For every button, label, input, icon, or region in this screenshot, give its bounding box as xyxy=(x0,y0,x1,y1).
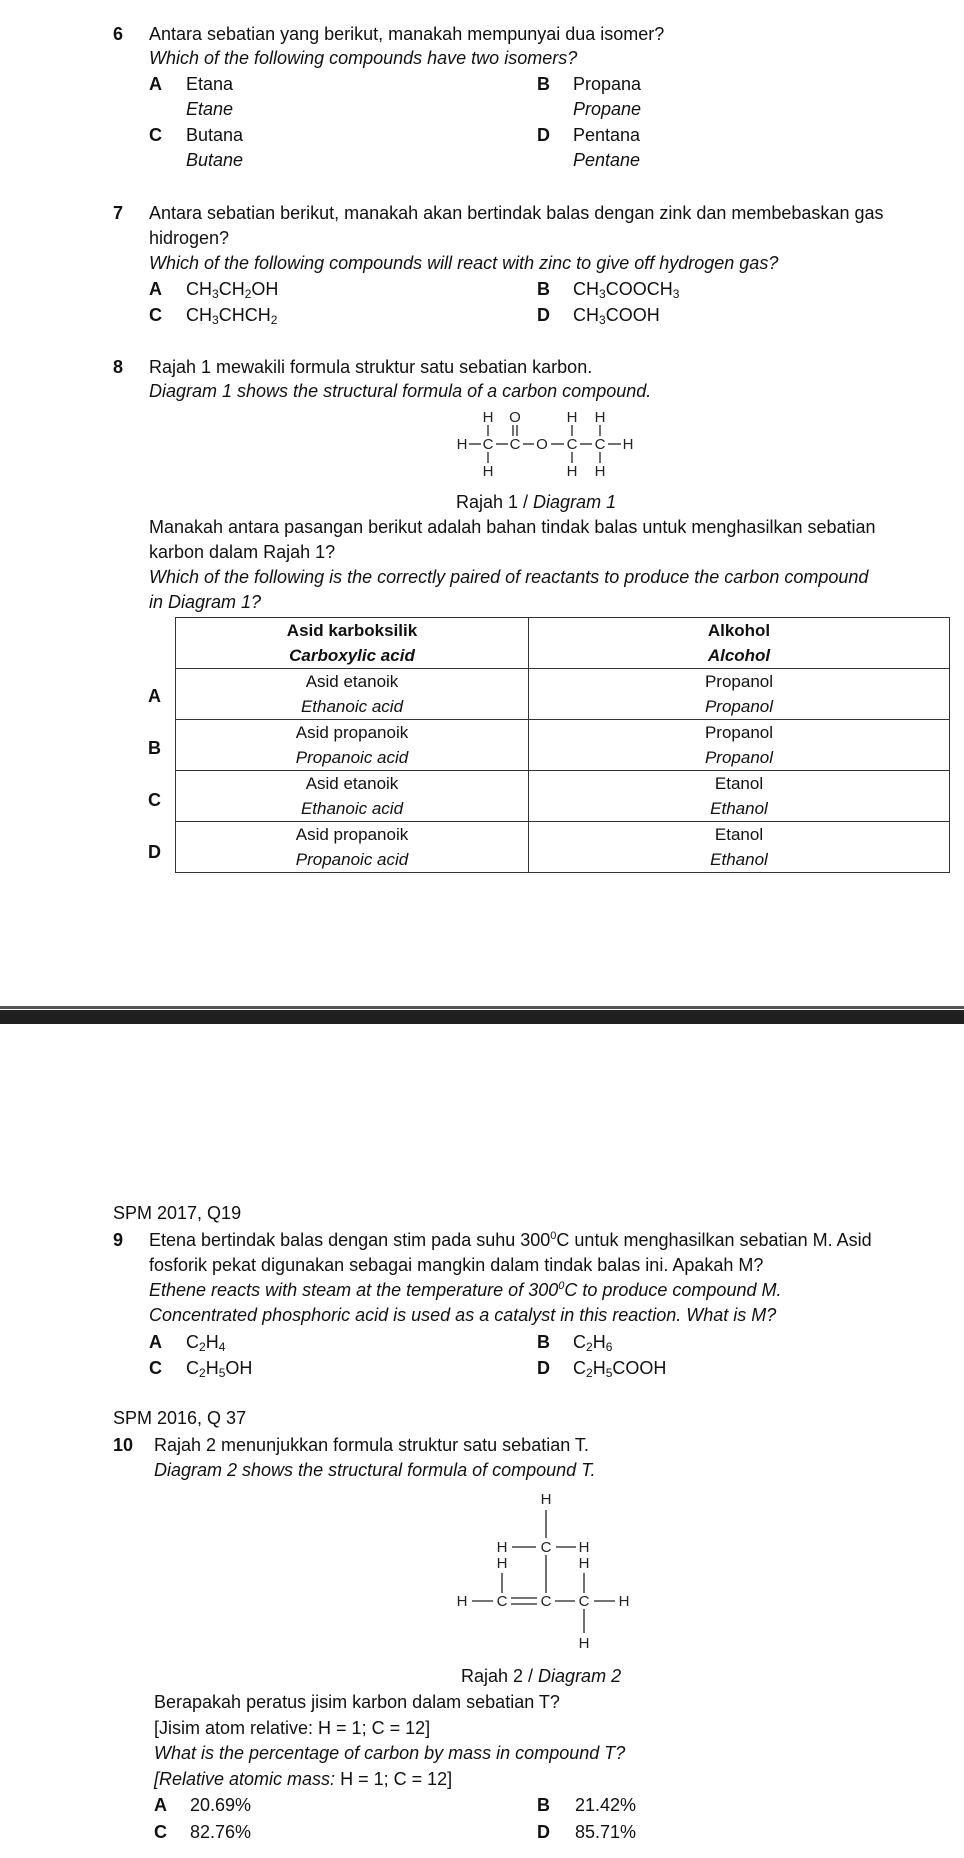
q8-question-ms-line2: karbon dalam Rajah 1? xyxy=(149,542,336,562)
q8-text-en: Diagram 1 shows the structural formula of a carbon compound. xyxy=(149,381,652,401)
q7-option-letter: A xyxy=(149,279,162,299)
q7-text-ms-line2: hidrogen? xyxy=(149,228,230,248)
acid-cell: Asid etanoik Ethanoic acid xyxy=(176,771,529,822)
q7-number: 7 xyxy=(113,203,124,223)
diagram-1-caption-en: Diagram 1 xyxy=(533,492,617,512)
diagram2-atom-h: H xyxy=(496,1555,508,1572)
alcohol-cell: Propanol Propanol xyxy=(529,669,950,720)
q9-option-formula: $C_2H_6$ xyxy=(573,1332,613,1354)
diagram2-atom-c: C xyxy=(540,1539,552,1556)
q10-number: 10 xyxy=(113,1435,134,1455)
acid-cell: Asid etanoik Ethanoic acid xyxy=(176,669,529,720)
q7-option-formula: $CH_3CH_2OH$ xyxy=(186,279,279,301)
q7-option-formula: $CH_3COOH$ xyxy=(573,305,660,327)
header-acid: Asid karboksilik Carboxylic acid xyxy=(176,618,529,669)
table-row xyxy=(176,720,950,771)
q10-ram-en: [Relative atomic mass: H = 1; C = 12] xyxy=(154,1769,453,1789)
q6-option-en: Butane xyxy=(186,150,244,170)
q8-question-en-line2: in Diagram 1? xyxy=(149,592,262,612)
q9-option-formula: $C_2H_5OH$ xyxy=(186,1358,253,1380)
table-row-letter: A xyxy=(148,686,161,706)
q6-option-letter: B xyxy=(537,74,550,94)
diagram2-atom-h: H xyxy=(540,1491,552,1508)
q6-text-ms: Antara sebatian yang berikut, manakah mempunyai dua isomer? xyxy=(149,24,665,44)
diagram1-atom-c: C xyxy=(482,436,494,453)
diagram1-atom-h: H xyxy=(594,409,606,426)
diagram1-atom-h: H xyxy=(482,463,494,480)
diagram2-atom-h: H xyxy=(578,1555,590,1572)
q8-question-en-line1: Which of the following is the correctly paired of reactants to produce the carbon compound xyxy=(149,567,869,587)
q10-option-value: 85.71% xyxy=(575,1822,637,1842)
q6-number: 6 xyxy=(113,24,124,44)
acid-cell: Asid propanoik Propanoic acid xyxy=(176,720,529,771)
q6-option-en: Propane xyxy=(573,99,642,119)
diagram-1-caption-ms: Rajah 1 / xyxy=(456,492,534,512)
table-row-letter: D xyxy=(148,842,161,862)
alcohol-cell: Etanol Ethanol xyxy=(529,771,950,822)
diagram1-atom-c: C xyxy=(566,436,578,453)
q9-option-letter: B xyxy=(537,1332,550,1352)
alcohol-cell: Etanol Ethanol xyxy=(529,822,950,873)
diagram-2-caption-ms: Rajah 2 / xyxy=(461,1666,539,1686)
q10-question-ms: Berapakah peratus jisim karbon dalam sebatian T? xyxy=(154,1692,560,1712)
diagram1-atom-h: H xyxy=(566,409,578,426)
q7-option-formula: $CH_3CHCH_2$ xyxy=(186,305,278,327)
q10-option-letter: D xyxy=(537,1822,550,1842)
q10-option-letter: A xyxy=(154,1795,167,1815)
q6-option-ms: Butana xyxy=(186,125,244,145)
diagram1-atom-h: H xyxy=(482,409,494,426)
diagram2-atom-h: H xyxy=(456,1593,468,1610)
q7-option-letter: C xyxy=(149,305,162,325)
q10-option-value: 21.42% xyxy=(575,1795,637,1815)
diagram1-atom-h: H xyxy=(566,463,578,480)
page-divider xyxy=(0,1010,964,1024)
q9-source: SPM 2017, Q19 xyxy=(113,1203,242,1223)
diagram1-atom-h: H xyxy=(456,436,468,453)
q7-option-letter: D xyxy=(537,305,550,325)
diagram1-atom-c: C xyxy=(594,436,606,453)
q6-option-letter: A xyxy=(149,74,162,94)
diagram2-atom-h: H xyxy=(496,1539,508,1556)
diagram-1-caption xyxy=(456,492,616,513)
q7-option-formula: $CH_3COOCH_3$ xyxy=(573,279,680,301)
diagram-2-caption-en: Diagram 2 xyxy=(538,1666,622,1686)
q9-option-letter: D xyxy=(537,1358,550,1378)
q10-source: SPM 2016, Q 37 xyxy=(113,1408,247,1428)
table-row xyxy=(176,822,950,873)
diagram2-atom-h: H xyxy=(578,1635,590,1652)
q10-option-letter: C xyxy=(154,1822,167,1842)
reactant-pairs-table xyxy=(175,617,950,873)
q7-option-letter: B xyxy=(537,279,550,299)
q9-option-formula: $C_2H_5COOH$ xyxy=(573,1358,667,1380)
diagram1-atom-c: C xyxy=(509,436,521,453)
q10-text-ms: Rajah 2 menunjukkan formula struktur satu sebatian T. xyxy=(154,1435,589,1455)
q6-option-en: Etane xyxy=(186,99,234,119)
table-row-letter: C xyxy=(148,790,161,810)
q8-text-ms: Rajah 1 mewakili formula struktur satu sebatian karbon. xyxy=(149,357,593,377)
q9-option-letter: A xyxy=(149,1332,162,1352)
table-header-row xyxy=(176,618,950,669)
q9-text-ms-line2: fosforik pekat digunakan sebagai mangkin dalam tindak balas ini. Apakah M? xyxy=(149,1255,764,1275)
q6-option-ms: Etana xyxy=(186,74,234,94)
table-row xyxy=(176,771,950,822)
q6-option-letter: D xyxy=(537,125,550,145)
diagram2-bonds xyxy=(472,1510,615,1633)
diagram2-atom-c: C xyxy=(540,1593,552,1610)
q9-option-formula: $C_2H_4$ xyxy=(186,1332,226,1354)
q9-option-letter: C xyxy=(149,1358,162,1378)
diagram2-atom-h: H xyxy=(578,1539,590,1556)
q10-text-en: Diagram 2 shows the structural formula of compound T. xyxy=(154,1460,596,1480)
q8-number: 8 xyxy=(113,357,124,377)
diagram1-atom-h: H xyxy=(594,463,606,480)
q9-text-en-line2: Concentrated phosphoric acid is used as a catalyst in this reaction. What is M? xyxy=(149,1305,777,1325)
q10-option-value: 82.76% xyxy=(190,1822,252,1842)
q9-text-en-line1: Ethene reacts with steam at the temperature of $300^0C$ to produce compound M. xyxy=(149,1280,782,1300)
q7-text-ms-line1: Antara sebatian berikut, manakah akan bertindak balas dengan zink dan membebaskan gas xyxy=(149,203,884,223)
diagram1-atom-o: O xyxy=(509,409,521,426)
table-row-letter: B xyxy=(148,738,161,758)
diagram1-atom-o: O xyxy=(536,436,548,453)
q9-number: 9 xyxy=(113,1230,124,1250)
q8-question-ms-line1: Manakah antara pasangan berikut adalah bahan tindak balas untuk menghasilkan sebatian xyxy=(149,517,876,537)
q7-text-en: Which of the following compounds will react with zinc to give off hydrogen gas? xyxy=(149,253,779,273)
diagram1-atom-h: H xyxy=(622,436,634,453)
diagram-2-caption xyxy=(461,1666,621,1687)
q6-option-ms: Propana xyxy=(573,74,642,94)
q6-option-ms: Pentana xyxy=(573,125,641,145)
diagram2-atom-h: H xyxy=(618,1593,630,1610)
q9-text-ms-line1: Etena bertindak balas dengan stim pada suhu $300^0C$ untuk menghasilkan sebatian M. Asid xyxy=(149,1230,872,1250)
header-alcohol: Alkohol Alcohol xyxy=(529,618,950,669)
page-divider-thin xyxy=(0,1006,964,1009)
table-row xyxy=(176,669,950,720)
diagram2-atom-c: C xyxy=(578,1593,590,1610)
acid-cell: Asid propanoik Propanoic acid xyxy=(176,822,529,873)
q10-ram-ms: [Jisim atom relative: H = 1; C = 12] xyxy=(154,1718,431,1738)
q10-option-value: 20.69% xyxy=(190,1795,252,1815)
q10-option-letter: B xyxy=(537,1795,550,1815)
diagram-2-structural-formula xyxy=(450,1488,650,1658)
diagram-1-structural-formula xyxy=(450,408,650,480)
q6-option-en: Pentane xyxy=(573,150,641,170)
q6-option-letter: C xyxy=(149,125,162,145)
alcohol-cell: Propanol Propanol xyxy=(529,720,950,771)
q6-text-en: Which of the following compounds have two isomers? xyxy=(149,48,578,68)
q10-question-en: What is the percentage of carbon by mass in compound T? xyxy=(154,1743,626,1763)
diagram2-atom-c: C xyxy=(496,1593,508,1610)
